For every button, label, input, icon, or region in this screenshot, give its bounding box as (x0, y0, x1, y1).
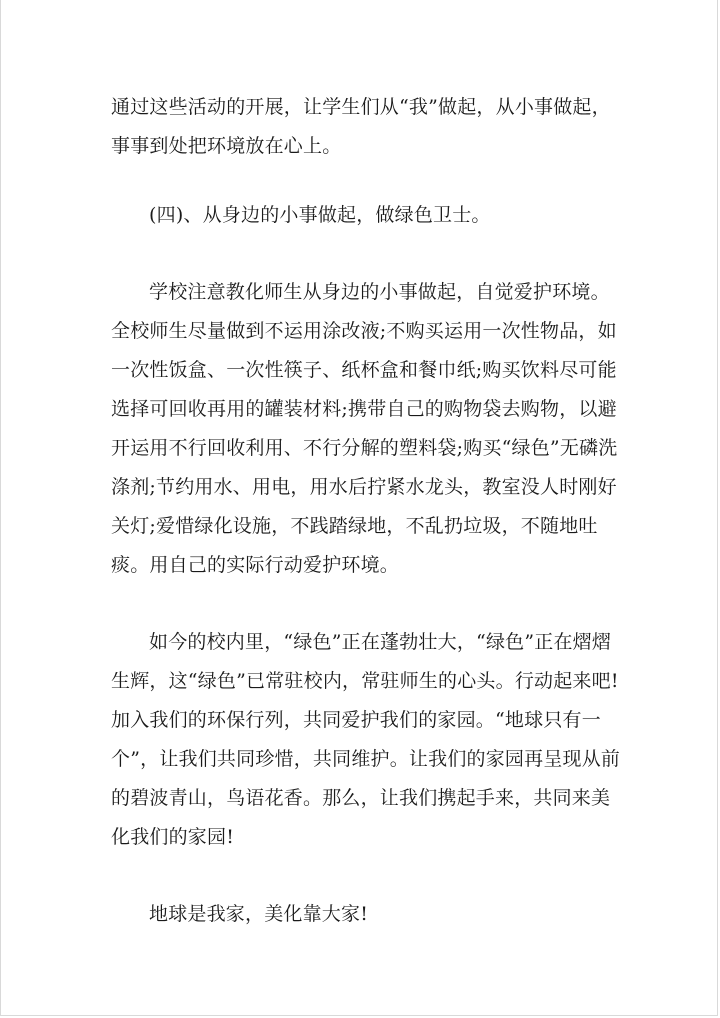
section-heading-green-guard: (四)、从身边的小事做起，做绿色卫士。 (149, 204, 491, 226)
paragraph-activities-summary: 通过这些活动的开展，让学生们从“我”做起，从小事做起，事事到处把环境放在心上。 (111, 96, 611, 157)
paragraph-closing-slogan: 地球是我家，美化靠大家! (149, 903, 369, 925)
document-body (111, 88, 621, 934)
paragraph-green-campus: 如今的校内里，“绿色”正在蓬勃壮大，“绿色”正在熠熠生辉，这“绿色”已常驻校内，常驻师生的心头。行动起来吧!加入我们的环保行列，共同爱护我们的家园。“地球只有一个”，让我们共同珍惜，共同维护。让我们的家园再呈现从前的碧波青山，鸟语花香。那么，让我们携起手来，共同来美化我们的家园! (111, 631, 621, 848)
paragraph-school-education: 学校注意教化师生从身边的小事做起，自觉爱护环境。全校师生尽量做到不运用涂改液;不购买运用一次性物品，如一次性饭盒、一次性筷子、纸杯盒和餐巾纸;购买饮料尽可能选择可回收再用的罐装材料;携带自己的购物袋去购物，以避开运用不行回收利用、不行分解的塑料袋;购买“绿色”无磷洗涤剂;节约用水、用电，用水后拧紧水龙头，教室没人时刚好关灯;爱惜绿化设施，不践踏绿地，不乱扔垃圾，不随地吐痰。用自己的实际行动爱护环境。 (111, 281, 618, 576)
